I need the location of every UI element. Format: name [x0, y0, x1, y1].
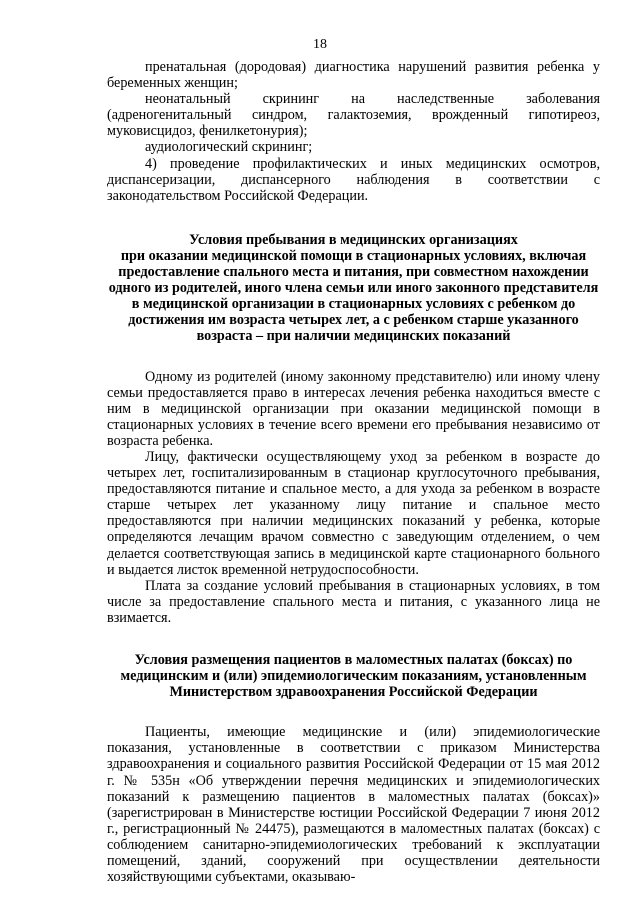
section-heading-text: при оказании медицинской помощи в стационарных условиях, включая предоставление спального места и питания, при совместном нахождении одного из родителей, иного члена семьи или иного законного представителя в медицинской организации в стационарных условиях с ребенком до достижения им возраста четырех лет, а с ребенком старше указанного возраста – при наличии медицинских показаний: [108, 247, 599, 345]
intro-item: пренатальная (дородовая) диагностика нарушений развития ребенка у беременных женщин;: [107, 59, 600, 92]
body-paragraph: Лицу, фактически осуществляющему уход за ребенком в возрасте до четырех лет, госпитализированным в стационар круглосуточного пребывания, предоставляются питание и спальное место, а для ухода за ребенком в возрасте старше четырех лет указанному лицу питание и спальное место предоставляются при наличии медицинских показаний у ребенка, которые определяются лечащим врачом совместно с заведующим отделением, о чем делается соответствующая запись в медицинской карте стационарного больного и выдается листок временной нетрудоспособности.: [107, 448, 600, 578]
body-paragraph: Плата за создание условий пребывания в стационарных условиях, в том числе за предоставление спального места и питания, с указанного лица не взимается.: [107, 577, 600, 626]
section-heading-line: Условия пребывания в медицинских организациях: [189, 231, 518, 248]
section-heading: Условия размещения пациентов в маломестных палатах (боксах) по медицинским и (или) эпидемиологическим показаниям, установленным Министерством здравоохранения Российской Федерации: [120, 652, 587, 701]
section-heading: [107, 232, 600, 345]
body-paragraph: Пациенты, имеющие медицинские и (или) эпидемиологические показания, установленные в соответствии с приказом Министерства здравоохранения и социального развития Российской Федерации от 15 мая 2012 г. № 535н «Об утверждении перечня медицинских и эпидемиологических показаний к размещению пациентов в маломестных палатах (боксах)» (зарегистрирован в Министерстве юстиции Российской Федерации 7 июня 2012 г., регистрационный № 24475), размещаются в маломестных палатах (боксах) с соблюдением санитарно-эпидемиологических требований к эксплуатации помещений, зданий, сооружений при осуществлении деятельности хозяйствующими субъектами, оказываю-: [107, 724, 600, 886]
intro-item: аудиологический скрининг;: [145, 139, 313, 156]
page-number: 18: [313, 37, 327, 52]
intro-item: 4) проведение профилактических и иных медицинских осмотров, диспансеризации, диспансерного наблюдения в соответствии с законодательством Российской Федерации.: [107, 155, 600, 204]
body-paragraph: Одному из родителей (иному законному представителю) или иному члену семьи предоставляется право в интересах лечения ребенка находиться вместе с ним в медицинской организации при оказании медицинской помощи в стационарных условиях в течение всего времени его пребывания независимо от возраста ребенка.: [107, 368, 600, 449]
document-body: [107, 59, 600, 885]
intro-item: неонатальный скрининг на наследственные заболевания (адреногенитальный синдром, галактоземия, врожденный гипотиреоз, муковисцидоз, фенилкетонурия);: [107, 91, 600, 140]
